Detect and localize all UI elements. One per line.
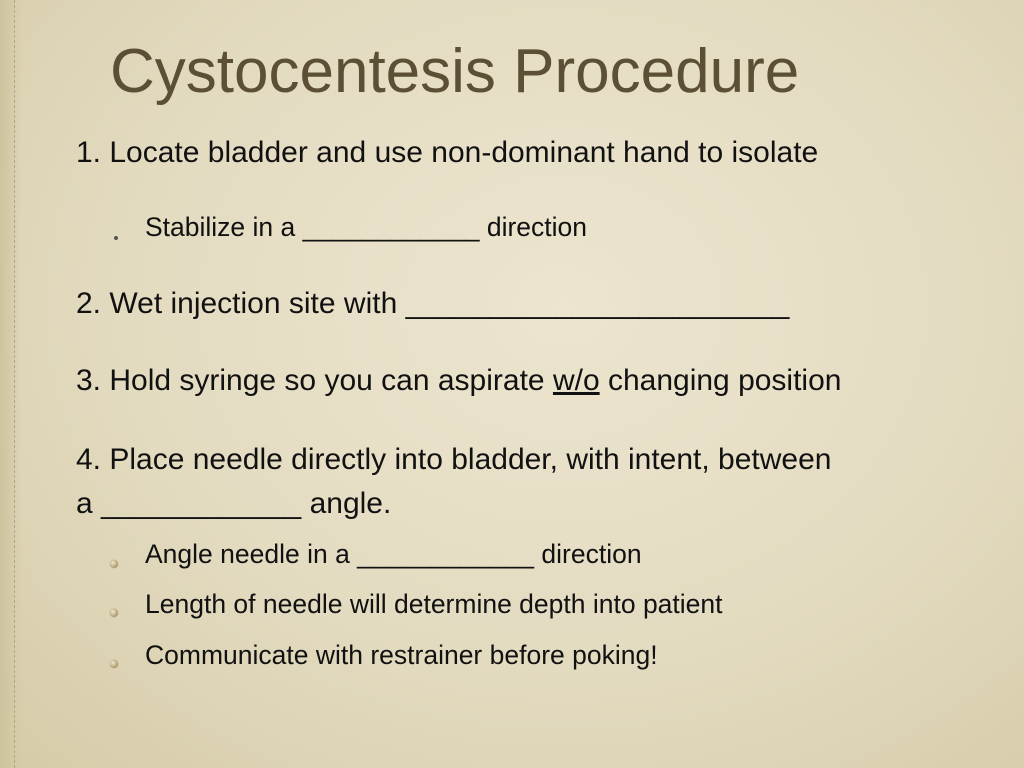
step-4-bullet-2: Length of needle will determine depth into patient xyxy=(145,589,723,619)
step-4-line-2: a ____________ angle. xyxy=(76,487,392,520)
step-1: 1. Locate bladder and use non-dominant hand to isolate xyxy=(76,136,819,169)
step-4-bullet-icon xyxy=(110,609,118,617)
step-4-bullet-icon xyxy=(110,660,118,668)
step-3-text-start: 3. Hold syringe so you can aspirate xyxy=(76,364,553,397)
step-3 xyxy=(76,364,841,398)
step-2: 2. Wet injection site with _______________________ xyxy=(76,287,790,320)
step-4-bullet-3: Communicate with restrainer before poking! xyxy=(145,640,658,670)
step-3-text-end: changing position xyxy=(599,364,842,397)
step-1-sub-item: Stabilize in a ____________ direction xyxy=(145,212,587,242)
step-4-line-1: 4. Place needle directly into bladder, with intent, between xyxy=(76,443,832,476)
step-1-sub-bullet xyxy=(114,236,118,240)
stitch-border xyxy=(14,0,15,768)
step-4-bullet-icon xyxy=(110,560,118,568)
slide-title: Cystocentesis Procedure xyxy=(110,37,800,106)
slide-left-edge xyxy=(0,0,22,768)
step-3-underlined-text: w/o xyxy=(552,364,600,397)
step-4-bullet-1: Angle needle in a ____________ direction xyxy=(145,539,642,569)
